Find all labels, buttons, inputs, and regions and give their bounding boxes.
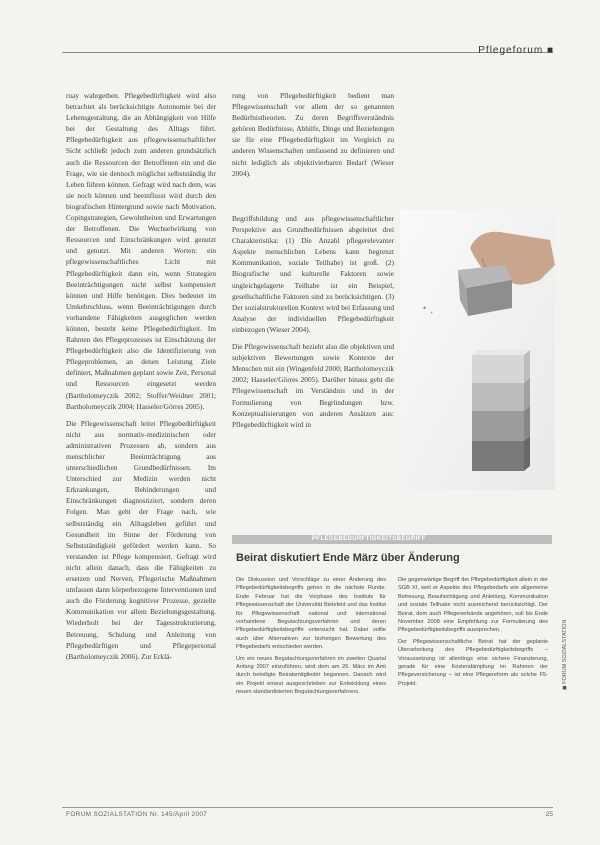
text-column-left (66, 90, 216, 668)
paragraph: ruay wahrgethen. Pflegebedürftigkeit wird also betrachtet als berücksichtigte Autonomie bei der Lebensgestaltung, die an Abhängigkeit von Hilfe bei der Gestaltung des Alltags führt. Pflegebedürftigkeit aus pflegewissenschaftlicher Sicht schließt jedoch zum anderen grundsätzlich auch die Ressourcen der Betroffenen ein und die Frage, wie sie dennoch möglichst selbstständig ihr Leben führen können. Gefragt wird nach dem, was sie noch können und beeinflusst wird durch den biografischen Hintergrund sowie nach Motivation, Copingstrategien, Gewohnheiten und Erwartungen der Betroffenen. Die Wechselwirkung von Ressourcen und Einschränkungen wird genutzt und genutzt. Mit anderen Worten: ein pflegewissenschaftliches Licht mit Pflegebedürftigkeit dann ein, wenn Strategien Beeinträchtigungen nicht selbst kompensiert können und Hilfe benötigen. Dies bedeutet im Umkehrschluss, wenn Beeinträchtigungen durch vorhandene Fähigkeiten ausgeglichen werden können, besteht keine Pflegebedürftigkeit. Im Rahmen des Pflegeprozesses ist Einschätzung der Pflegebedürftigkeit also die Identifizierung von Pflegeproblemen, an denen Leistung Ziele definiert, Maßnahmen geplant sowie Zeit, Personal und Ressourcen eingesetzt werden (Bartholomeyczik 2002; Stoffer/Weidner 2001; Bartholomeyczik 2004; Hasseler/Görres 2005). (66, 91, 216, 411)
paragraph: Die Diskussion und Vorschläge zu einer Änderung des Pflegebedürftigkeitsbegriffs gehen in die nächste Runde. Ende Februar hat die Vorphase des Instituts für Pflegewissenschaft der Universität Bielefeld und das Institut für Pflegewissenschaft national und international vorhandene Begutachtungsverfahren und deren Pflegebedürftigkeitsbegriffe untersucht hat. Dabei sollte auch über Alternativen zur bisherigen Bewertung des Pflegebedarfs entschieden werden. (236, 577, 386, 651)
paragraph: Die Pflegewissenschaft leitet Pflegebedürftigkeit nicht aus normativ-medizinischen oder administrativen Prozessen ab, sondern aus menschlicher Beeinträchtigung aus unterschiedlichen Grundbedürfnissen. Im Unterschied zur Medizin werden nicht Erkrankungen, Behinderungen und Einschränkungen diagnostiziert, sondern deren Folgen. Man geht der Frage nach, wie selbstständig ein Alltagsleben geführt und Gesundheit im Sinne der Förderung von Selbstständigkeit gefördert werden kann. So verstanden ist Pflege kompensiert. Gefragt wird nicht allein danach, dass die Fähigkeiten zu ersetzen und Nerven, Pflegerische Maßnahmen umfassen dann körperbezogene Interventionen und auch die Förderung kognitiver Prozesse, gezielte Kommunikation vor allem Beziehungsgestaltung. Wiederholt bei der Tagesstrukturierung, Betreuung, Schulung und Anleitung von Pflegebedürftigen und Pflegepersonal (Bartholomeyczik 2006). Zur Erklä- (66, 418, 216, 661)
stacked-blocks-photo (400, 210, 555, 490)
paragraph: rung von Pflegebedürftigkeit bedient man Pflegewissenschaft vor allem der so genannten Bedürfnistheorien. Zu deren Begriffsverständnis gehören Bedürfnisse, Abhilfe, Dinge und Beziehungen sie für eine Pflegebedürftigkeit im Vergleich zu anderen Wissenschaften umfassend zu definieren und nicht lediglich als objektivierbaren Bedarf (Wieser 2004). (232, 91, 394, 178)
info-box (232, 535, 552, 825)
box-column-left (236, 576, 386, 700)
section-title: Pflegeforum ■ (478, 45, 554, 56)
svg-text:✦: ✦ (430, 310, 434, 315)
side-label: ◼ FORUM SOZIALSTATION (562, 619, 568, 690)
paragraph: Die Pflegewissenschaft bezieht also die objektiven und subjektiven Bewertungen sowie Kontexte der Menschen mit ein (Wingenfeld 2000; Bartholomeyczik 2002; Hasseler/Görres 2005). Darüber hinaus geht die Pflegewissenschaft im Verständnis und in der Formulierung von Begründungen bzw. Konzeptualisierungen von anderen Ansätzen aus: Pflegebedürftigkeit wird in (232, 342, 394, 429)
box-header: PFLEGEBEDÜRFTIGKEITSBEGRIFF (232, 535, 552, 544)
text-column-middle-top (232, 90, 394, 185)
footer-journal: FORUM SOZIALSTATION Nr. 145/April 2007 (66, 811, 208, 818)
paragraph: Begriffsbildung und aus pflegewissenschaftlicher Perspektive aus Grundbedürfnissen abgeleitet drei Charakteristika: (1) Die Anzahl pflegerelevanter Aspekte menschlichen Lebens kann begrenzt Kommunikation, soziale Teilhabe) ist groß. (2) Biografische und kulturelle Faktoren sowie ungleichgelagerte Teilhabe ist ein Beispiel, gesellschaftliche Faktoren sind zu berücksichtigen. (3) Der sozialstrukturellen Kontext wird bei Erfassung und Analyse der individuellen Pflegebedürftigkeit einbezogen (Wieser 2004). (232, 214, 394, 334)
box-column-right (398, 576, 548, 700)
page-number: 25 (545, 811, 553, 818)
box-title: Beirat diskutiert Ende März über Änderung (236, 552, 460, 564)
paragraph: Um ein neues Begutachtungsverfahren im zweiten Quartal Anfang 2007 einzuführen, wird dem am 26. März im Amt durch beteiligte Beiratsmitglieder begonnen. Danach wird ein Projekt erneut ausgeschrieben zur Entwicklung eines neuen standardisierten Begutachtungsverfahrens. (236, 655, 386, 696)
paragraph: Der Pflegewissenschaftliche Beirat hat der geplante Überarbeitung des Pflegebedürftigkeitsbegriffs – Voraussetzung ist allerdings eine sichere Finanzierung, gerade für eine Kostendämpfung im Rahmen der Pflegeversicherung – ist eine Pflegereform als solche F5-Projekt. (398, 638, 548, 687)
svg-text:✦: ✦ (422, 305, 428, 312)
footer-rule (62, 807, 553, 808)
text-column-middle-bottom (232, 213, 394, 436)
paragraph: Die gegenwärtige Begriff der Pflegebedürftigkeit allein in der SGB XI, weil er Aspekte des Pflegebedarfs wie allgemeine Betreuung, Beaufsichtigung und Anleitung, Kommunikation und soziale Teilhabe nicht ausreichend berücksichtigt. Der Beirat, dem auch Pflegeverbände angehören, soll bis Ende November 2008 eine Empfehlung zur Formulierung des Pflegebedürftigkeitsbegriffs aussprechen. (398, 577, 548, 634)
